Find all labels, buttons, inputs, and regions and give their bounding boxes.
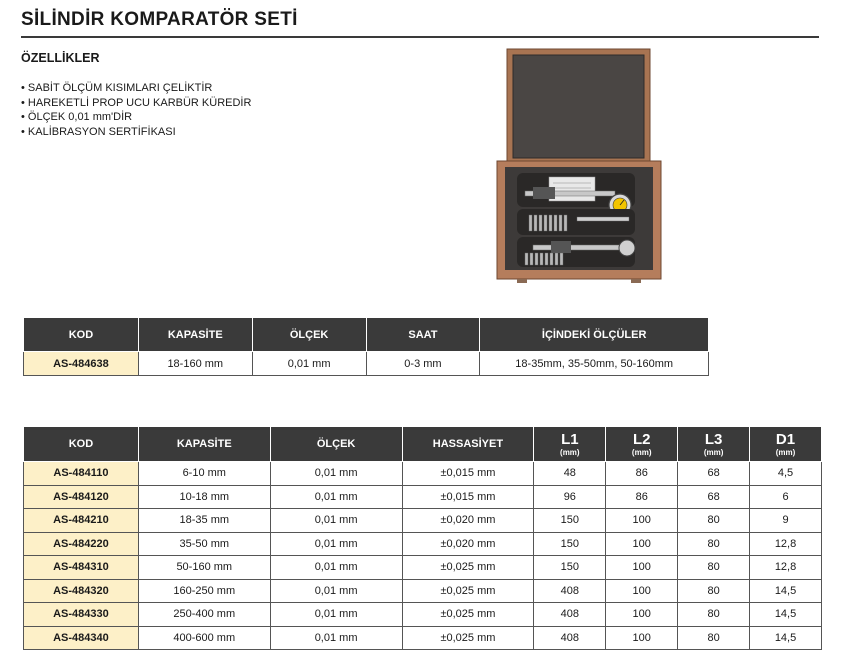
product-image bbox=[493, 47, 667, 287]
table-cell: 12,8 bbox=[750, 532, 822, 556]
column-header: ÖLÇEK bbox=[252, 318, 366, 352]
table-cell: 0,01 mm bbox=[270, 556, 402, 580]
column-header-unit: (mm) bbox=[775, 447, 796, 457]
column-header-unit: (mm) bbox=[560, 447, 580, 457]
column-header: KOD bbox=[24, 427, 139, 462]
table-cell: 68 bbox=[678, 462, 750, 486]
table-row bbox=[24, 579, 822, 603]
table-cell: ±0,025 mm bbox=[402, 603, 534, 627]
product-code: AS-484310 bbox=[24, 556, 139, 580]
product-code: AS-484320 bbox=[24, 579, 139, 603]
table-cell: 12,8 bbox=[750, 556, 822, 580]
table-row bbox=[24, 603, 822, 627]
table-cell: 6 bbox=[750, 485, 822, 509]
product-code: AS-484638 bbox=[24, 352, 139, 376]
table-cell: 80 bbox=[678, 532, 750, 556]
parts-table bbox=[23, 426, 822, 650]
table-cell: 100 bbox=[606, 532, 678, 556]
column-header bbox=[534, 427, 606, 462]
table-cell: 86 bbox=[606, 485, 678, 509]
features-heading: ÖZELLİKLER bbox=[21, 51, 100, 65]
table-cell: 14,5 bbox=[750, 579, 822, 603]
table-cell: 100 bbox=[606, 509, 678, 533]
column-header: SAAT bbox=[366, 318, 480, 352]
feature-item: • HAREKETLİ PROP UCU KARBÜR KÜREDİR bbox=[21, 96, 251, 111]
table-row bbox=[24, 352, 709, 376]
table-cell: 80 bbox=[678, 509, 750, 533]
table-cell: ±0,020 mm bbox=[402, 509, 534, 533]
table-cell: 80 bbox=[678, 603, 750, 627]
table-cell: 10-18 mm bbox=[138, 485, 270, 509]
table-row bbox=[24, 509, 822, 533]
table-row bbox=[24, 532, 822, 556]
table-row bbox=[24, 485, 822, 509]
feature-item: • SABİT ÖLÇÜM KISIMLARI ÇELİKTİR bbox=[21, 81, 251, 96]
column-header-label: L2 bbox=[632, 430, 651, 448]
table-cell: 0,01 mm bbox=[270, 462, 402, 486]
table-cell: 9 bbox=[750, 509, 822, 533]
table-cell: 18-160 mm bbox=[138, 352, 252, 376]
product-code: AS-484210 bbox=[24, 509, 139, 533]
title-divider bbox=[21, 36, 819, 38]
table-cell: 100 bbox=[606, 556, 678, 580]
column-header bbox=[606, 427, 678, 462]
column-header bbox=[678, 427, 750, 462]
table-cell: 0,01 mm bbox=[270, 603, 402, 627]
column-header: ÖLÇEK bbox=[270, 427, 402, 462]
column-header-unit: (mm) bbox=[631, 447, 652, 457]
product-code: AS-484120 bbox=[24, 485, 139, 509]
table-row bbox=[24, 626, 822, 650]
table-cell: 0,01 mm bbox=[270, 532, 402, 556]
column-header-unit: (mm) bbox=[703, 447, 724, 457]
table-cell: ±0,015 mm bbox=[402, 485, 534, 509]
table-cell: 14,5 bbox=[750, 626, 822, 650]
table-cell: 0-3 mm bbox=[366, 352, 480, 376]
table-cell: 35-50 mm bbox=[138, 532, 270, 556]
product-code: AS-484110 bbox=[24, 462, 139, 486]
column-header: İÇİNDEKİ ÖLÇÜLER bbox=[480, 318, 709, 352]
table-cell: 68 bbox=[678, 485, 750, 509]
table-row bbox=[24, 462, 822, 486]
page-title: SİLİNDİR KOMPARATÖR SETİ bbox=[21, 9, 298, 30]
table-cell: ±0,015 mm bbox=[402, 462, 534, 486]
table-cell: 48 bbox=[534, 462, 606, 486]
table-cell: 18-35 mm bbox=[138, 509, 270, 533]
column-header-label: L1 bbox=[561, 430, 579, 448]
table-cell: 80 bbox=[678, 626, 750, 650]
column-header: HASSASİYET bbox=[402, 427, 534, 462]
table-cell: 0,01 mm bbox=[252, 352, 366, 376]
table-cell: ±0,020 mm bbox=[402, 532, 534, 556]
table-cell: ±0,025 mm bbox=[402, 626, 534, 650]
table-cell: 150 bbox=[534, 509, 606, 533]
product-code: AS-484330 bbox=[24, 603, 139, 627]
table-cell: 14,5 bbox=[750, 603, 822, 627]
table-cell: 250-400 mm bbox=[138, 603, 270, 627]
table-cell: 50-160 mm bbox=[138, 556, 270, 580]
table-cell: 0,01 mm bbox=[270, 485, 402, 509]
table-cell: 80 bbox=[678, 579, 750, 603]
feature-item: • KALİBRASYON SERTİFİKASI bbox=[21, 125, 251, 140]
table-cell: 100 bbox=[606, 579, 678, 603]
table-cell: 0,01 mm bbox=[270, 626, 402, 650]
table-cell: 80 bbox=[678, 556, 750, 580]
table-cell: 4,5 bbox=[750, 462, 822, 486]
table-cell: 408 bbox=[534, 579, 606, 603]
table-cell: 408 bbox=[534, 603, 606, 627]
column-header: KAPASİTE bbox=[138, 427, 270, 462]
features-list bbox=[21, 81, 251, 139]
table-cell: 408 bbox=[534, 626, 606, 650]
column-header bbox=[750, 427, 822, 462]
column-header-label: L3 bbox=[704, 430, 723, 448]
column-header-label: D1 bbox=[775, 430, 796, 448]
table-cell: ±0,025 mm bbox=[402, 579, 534, 603]
table-header-row bbox=[24, 427, 822, 462]
feature-item: • ÖLÇEK 0,01 mm'DİR bbox=[21, 110, 251, 125]
table-cell: 160-250 mm bbox=[138, 579, 270, 603]
table-cell: 150 bbox=[534, 556, 606, 580]
table-row bbox=[24, 556, 822, 580]
table-cell: 150 bbox=[534, 532, 606, 556]
table-cell: 100 bbox=[606, 603, 678, 627]
table-cell: ±0,025 mm bbox=[402, 556, 534, 580]
table-cell: 100 bbox=[606, 626, 678, 650]
product-code: AS-484340 bbox=[24, 626, 139, 650]
table-cell: 6-10 mm bbox=[138, 462, 270, 486]
table-cell: 0,01 mm bbox=[270, 579, 402, 603]
column-header: KOD bbox=[24, 318, 139, 352]
column-header: KAPASİTE bbox=[138, 318, 252, 352]
table-header-row bbox=[24, 318, 709, 352]
table-cell: 96 bbox=[534, 485, 606, 509]
table-cell: 86 bbox=[606, 462, 678, 486]
product-code: AS-484220 bbox=[24, 532, 139, 556]
set-table bbox=[23, 317, 709, 376]
table-cell: 0,01 mm bbox=[270, 509, 402, 533]
table-cell: 400-600 mm bbox=[138, 626, 270, 650]
table-cell: 18-35mm, 35-50mm, 50-160mm bbox=[480, 352, 709, 376]
